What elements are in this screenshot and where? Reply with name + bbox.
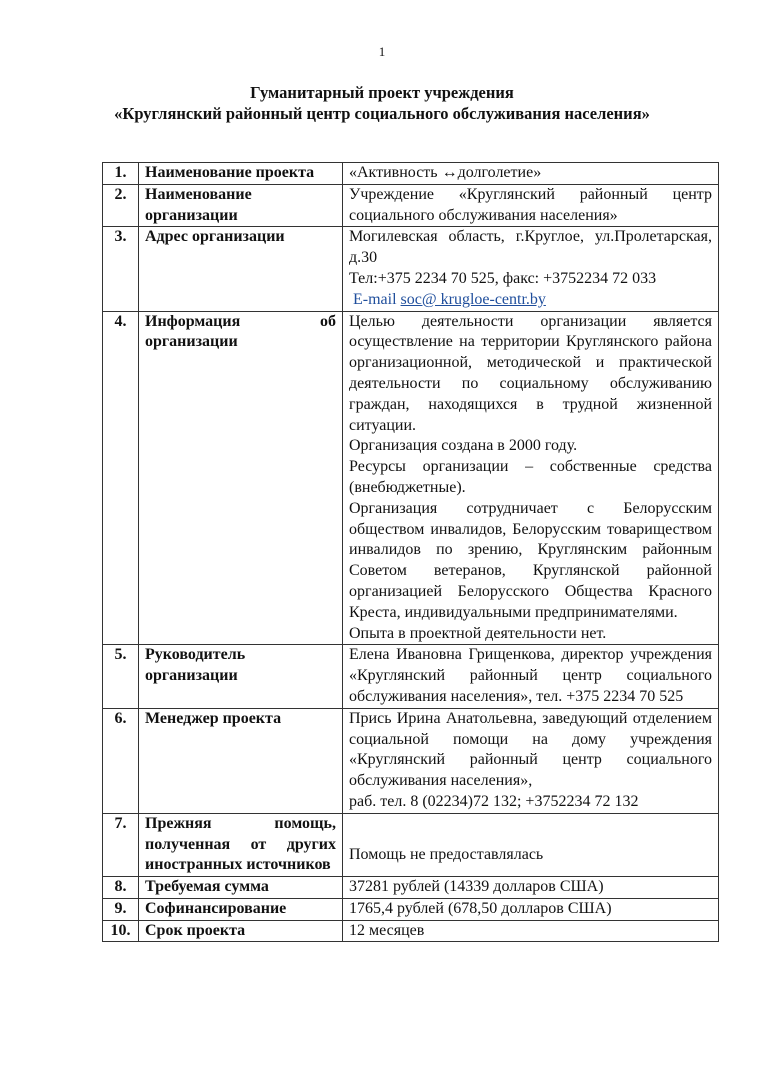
address-text: Могилевская область, г.Круглое, ул.Пролетарская, д.30 bbox=[349, 228, 712, 267]
title-line-1: Гуманитарный проект учреждения bbox=[250, 83, 514, 102]
row-number: 8. bbox=[103, 877, 139, 899]
table-row bbox=[103, 898, 719, 920]
row-value bbox=[343, 708, 719, 813]
email-link[interactable]: soc@ krugloe-centr.by bbox=[400, 290, 546, 308]
project-info-table bbox=[102, 162, 719, 942]
table-row bbox=[103, 227, 719, 311]
info-paragraph-4: Организация сотрудничает с Белорусским обществом инвалидов, Белорусским товариществом инвалидов по зрению, Круглянским районным Советом ветеранов, Круглянской районной организацией Белорусского Общества Красного Креста, индивидуальными предпринимателями. bbox=[349, 499, 712, 621]
row-label: Наименование организации bbox=[139, 184, 343, 227]
row-number: 2. bbox=[103, 184, 139, 227]
info-paragraph-5: Опыта в проектной деятельности нет. bbox=[349, 624, 607, 642]
row-value bbox=[343, 227, 719, 311]
row-number: 3. bbox=[103, 227, 139, 311]
table-row bbox=[103, 708, 719, 813]
row-label: Менеджер проекта bbox=[139, 708, 343, 813]
row-value bbox=[343, 311, 719, 645]
manager-phone: раб. тел. 8 (02234)72 132; +3752234 72 132 bbox=[349, 792, 639, 810]
row-value: 12 месяцев bbox=[343, 920, 719, 942]
row-number: 6. bbox=[103, 708, 139, 813]
row-value: 37281 рублей (14339 долларов США) bbox=[343, 877, 719, 899]
row-label: Требуемая сумма bbox=[139, 877, 343, 899]
table-row bbox=[103, 163, 719, 185]
table-row bbox=[103, 813, 719, 876]
row-value: 1765,4 рублей (678,50 долларов США) bbox=[343, 898, 719, 920]
row-number: 5. bbox=[103, 645, 139, 708]
info-paragraph-1: Целью деятельности организации является осуществление на территории Круглянского района организационной, методической и практической деятельности по социальному обслуживанию граждан, находящихся в трудной жизненной ситуации. bbox=[349, 312, 712, 434]
row-value: Помощь не предоставлялась bbox=[343, 813, 719, 876]
table-row bbox=[103, 877, 719, 899]
info-paragraph-3: Ресурсы организации – собственные средства (внебюджетные). bbox=[349, 458, 712, 496]
page-number: 1 bbox=[378, 44, 386, 59]
table-row bbox=[103, 184, 719, 227]
row-number: 10. bbox=[103, 920, 139, 942]
row-number: 1. bbox=[103, 163, 139, 185]
row-value: Учреждение «Круглянский районный центр социального обслуживания населения» bbox=[343, 184, 719, 227]
document-title bbox=[0, 82, 764, 124]
info-paragraph-2: Организация создана в 2000 году. bbox=[349, 437, 578, 455]
email-prefix: E-mail bbox=[353, 290, 401, 308]
row-value: Елена Ивановна Грищенкова, директор учреждения «Круглянский районный центр социального обслуживания населения», тел. +375 2234 70 525 bbox=[343, 645, 719, 708]
email-line bbox=[349, 290, 712, 311]
table-row bbox=[103, 645, 719, 708]
table-row bbox=[103, 311, 719, 645]
row-label: Наименование проекта bbox=[139, 163, 343, 185]
row-label: Срок проекта bbox=[139, 920, 343, 942]
row-label: Руководитель организации bbox=[139, 645, 343, 708]
row-number: 7. bbox=[103, 813, 139, 876]
table-row bbox=[103, 920, 719, 942]
row-number: 9. bbox=[103, 898, 139, 920]
manager-text: Прись Ирина Анатольевна, заведующий отделением социальной помощи на дому учреждения «Круглянский районный центр социального обслуживания населения», bbox=[349, 709, 712, 790]
row-label: Информация об организации bbox=[139, 311, 343, 645]
row-label: Прежняя помощь, полученная от других иностранных источников bbox=[139, 813, 343, 876]
row-label: Адрес организации bbox=[139, 227, 343, 311]
row-number: 4. bbox=[103, 311, 139, 645]
row-label: Софинансирование bbox=[139, 898, 343, 920]
row-value: «Активность ↔долголетие» bbox=[343, 163, 719, 185]
phone-text: Тел:+375 2234 70 525, факс: +3752234 72 033 bbox=[349, 269, 657, 287]
title-line-2: «Круглянский районный центр социального обслуживания населения» bbox=[114, 104, 650, 123]
